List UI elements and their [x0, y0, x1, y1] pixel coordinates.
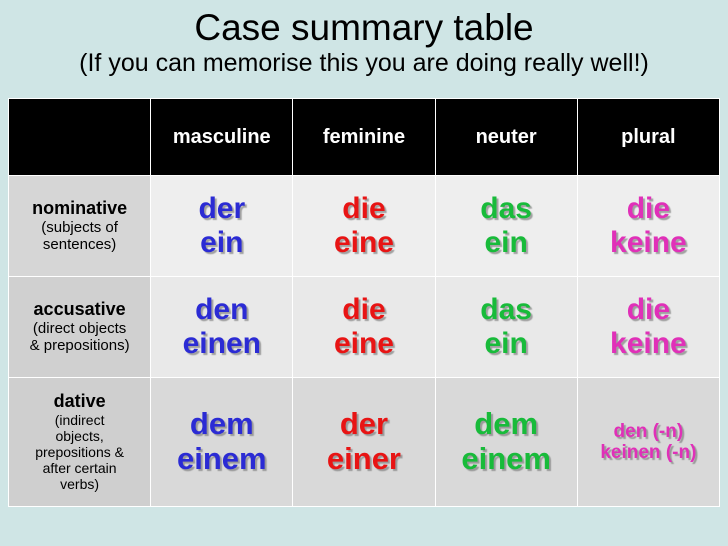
row-label-dative-note-line-4: after certain — [42, 460, 117, 477]
word-accusative-neuter-definite: das — [480, 293, 532, 327]
row-label-dative-title: dative — [53, 391, 106, 412]
word-nominative-feminine-indefinite: eine — [333, 226, 394, 259]
cell-dative-masculine — [151, 378, 293, 507]
table-row — [9, 378, 720, 507]
word-nominative-plural-negative: keine — [610, 226, 687, 259]
word-accusative-plural-negative: keine — [610, 327, 687, 360]
word-dative-neuter-indefinite: einem — [461, 441, 551, 476]
row-label-accusative — [9, 277, 151, 378]
word-dative-neuter-definite: dem — [474, 406, 539, 442]
row-label-nominative-note-line-2: sentences) — [42, 236, 117, 254]
column-header-plural: plural — [577, 99, 719, 176]
case-summary-table-container — [8, 98, 720, 507]
column-header-feminine: feminine — [293, 99, 435, 176]
word-nominative-feminine-definite: die — [342, 192, 386, 226]
word-accusative-neuter-indefinite: ein — [484, 327, 528, 360]
word-accusative-feminine-definite: die — [342, 293, 386, 327]
row-label-nominative-note-line-1: (subjects of — [41, 219, 118, 237]
cell-accusative-feminine — [293, 277, 435, 378]
cell-accusative-plural — [577, 277, 719, 378]
cell-nominative-feminine — [293, 176, 435, 277]
row-label-dative-note-line-1: (indirect — [54, 412, 105, 429]
row-label-dative — [9, 378, 151, 507]
word-accusative-masculine-indefinite: einen — [182, 327, 261, 360]
row-label-nominative — [9, 176, 151, 277]
row-label-accusative-note-line-2: & prepositions) — [29, 337, 130, 355]
cell-dative-neuter — [435, 378, 577, 507]
word-accusative-plural-definite: die — [626, 293, 671, 327]
word-dative-feminine-definite: der — [339, 406, 389, 442]
column-header-neuter: neuter — [435, 99, 577, 176]
row-label-dative-note-line-3: prepositions & — [35, 444, 124, 461]
word-nominative-masculine-indefinite: ein — [200, 226, 244, 259]
row-label-dative-note-line-2: objects, — [55, 428, 104, 445]
table-row — [9, 277, 720, 378]
word-dative-plural-negative: keinen (-n) — [600, 442, 697, 463]
word-dative-plural-definite: den (-n) — [613, 420, 684, 442]
table-header-row — [9, 99, 720, 176]
table-row — [9, 176, 720, 277]
cell-nominative-masculine — [151, 176, 293, 277]
row-label-nominative-title: nominative — [32, 198, 128, 219]
cell-dative-plural — [577, 378, 719, 507]
cell-dative-feminine — [293, 378, 435, 507]
word-dative-masculine-indefinite: einem — [176, 441, 267, 476]
column-header-masculine: masculine — [151, 99, 293, 176]
row-label-accusative-note-line-1: (direct objects — [32, 320, 127, 338]
cell-nominative-neuter — [435, 176, 577, 277]
row-label-dative-note-line-5: verbs) — [60, 476, 100, 493]
word-dative-feminine-indefinite: einer — [326, 441, 402, 476]
word-accusative-masculine-definite: den — [195, 293, 249, 327]
word-nominative-neuter-definite: das — [480, 192, 532, 226]
case-summary-table — [8, 98, 720, 507]
table-corner-cell — [9, 99, 151, 176]
cell-nominative-plural — [577, 176, 719, 277]
word-nominative-masculine-definite: der — [198, 192, 246, 226]
word-nominative-plural-definite: die — [626, 192, 671, 226]
cell-accusative-masculine — [151, 277, 293, 378]
page-subtitle: (If you can memorise this you are doing really well!) — [79, 48, 649, 77]
word-dative-masculine-definite: dem — [189, 406, 254, 442]
word-nominative-neuter-indefinite: ein — [484, 226, 528, 259]
word-accusative-feminine-indefinite: eine — [333, 327, 394, 360]
page-title: Case summary table — [194, 7, 534, 48]
cell-accusative-neuter — [435, 277, 577, 378]
row-label-accusative-title: accusative — [33, 299, 126, 320]
